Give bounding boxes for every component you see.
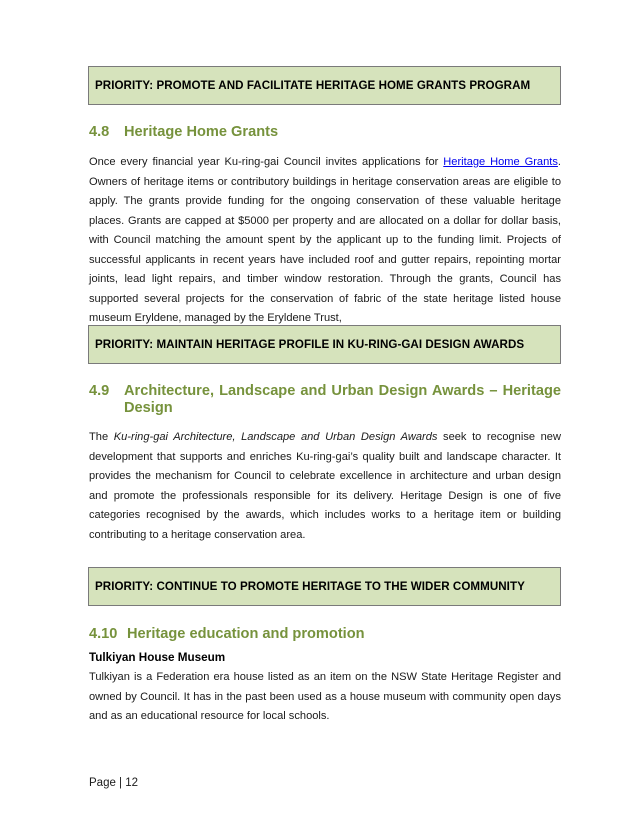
priority-text: PRIORITY: PROMOTE AND FACILITATE HERITAGE HOME GRANTS PROGRAM <box>95 79 531 92</box>
priority-box-design-awards <box>88 325 561 364</box>
section-heading-4-8 <box>89 124 561 141</box>
section-heading-4-9 <box>89 383 561 417</box>
heritage-home-grants-link[interactable]: Heritage Home Grants <box>443 156 558 168</box>
awards-name: Ku-ring-gai Architecture, Landscape and Urban Design Awards <box>113 431 438 443</box>
paragraph-design-awards: The Ku-ring-gai Architecture, Landscape and Urban Design Awards seek to recognise new development that supports and enriches Ku-ring-gai’s quality built and landscape character. It provides the mechanism for Council to celebrate excellence in architecture and urban design and promote the professionals responsible for its delivery. Heritage Design is one of five categories recognised by the awards, which includes works to a heritage item or building contributing to a heritage conservation area. <box>89 431 561 541</box>
section-heading-4-10 <box>89 626 561 643</box>
priority-box-grants <box>88 66 561 105</box>
section-number: 4.8 <box>89 124 110 140</box>
section-title: Heritage Home Grants <box>124 124 279 140</box>
section-number: 4.9 <box>89 383 110 399</box>
paragraph-tulkiyan: Tulkiyan is a Federation era house listed as an item on the NSW State Heritage Register and owned by Council. It has in the past been used as a house museum with community open days and as an educational resource for local schools. <box>89 671 561 722</box>
priority-box-wider-community <box>88 567 561 606</box>
priority-text: PRIORITY: MAINTAIN HERITAGE PROFILE IN KU-RING-GAI DESIGN AWARDS <box>95 338 525 351</box>
section-number: 4.10 <box>89 626 118 642</box>
section-title: Architecture, Landscape and Urban Design Awards – Heritage Design <box>124 383 561 416</box>
page-number: Page | 12 <box>89 777 139 789</box>
priority-text: PRIORITY: CONTINUE TO PROMOTE HERITAGE TO THE WIDER COMMUNITY <box>95 580 525 593</box>
section-title: Heritage education and promotion <box>127 626 365 642</box>
paragraph-heritage-grants: Once every financial year Ku-ring-gai Council invites applications for Heritage Home Grants. Owners of heritage items or contributory buildings in heritage conservation areas are eligible to apply. The grants provide funding for the ongoing conservation of these valuable heritage places. Grants are capped at $5000 per property and are allocated on a dollar for dollar basis, with Council matching the amount spent by the applicant up to the funding limit. Projects of successful applicants in recent years have included roof and gutter repairs, repointing mortar joints, lead light repairs, and timber window restoration. Through the grants, Council has supported several projects for the conservation of fabric of the state heritage listed house museum Eryldene, managed by the Eryldene Trust, <box>89 156 561 324</box>
subheading-tulkiyan: Tulkiyan House Museum <box>89 651 226 664</box>
